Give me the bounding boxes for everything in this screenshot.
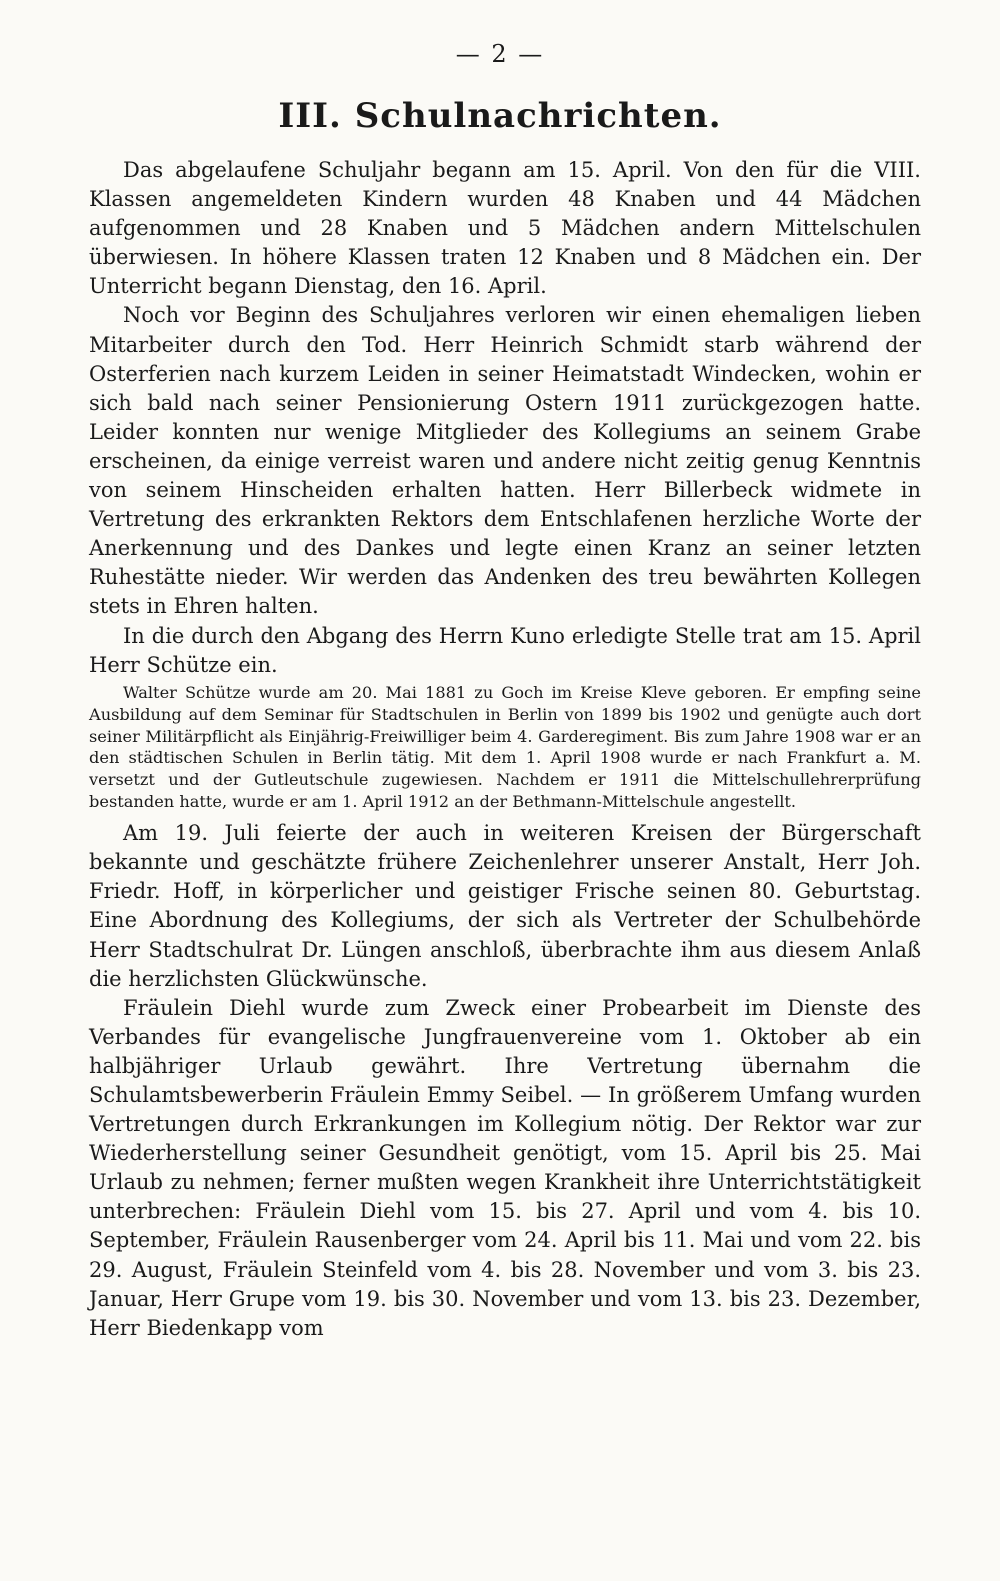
paragraph-new-teacher: In die durch den Abgang des Herrn Kuno erledigte Stelle trat am 15. April Herr Schütze ein. [89,623,921,677]
paragraph-leave-substitutions: Fräulein Diehl wurde zum Zweck einer Probearbeit im Dienste des Verbandes für evangelische Jungfrauenvereine vom 1. Oktober ab ein halbjähriger Urlaub gewährt. Ihre Vertretung übernahm die Schulamtsbewerberin Fräulein Emmy Seibel. — In größerem Umfang wurden Vertretungen durch Erkrankungen im Kollegium nötig. Der Rektor war zur Wiederherstellung seiner Gesundheit genötigt, vom 15. April bis 25. Mai Urlaub zu nehmen; ferner mußten wegen Krankheit ihre Unterrichtstätigkeit unterbrechen: Fräulein Diehl vom 15. bis 27. April und vom 4. bis 10. September, Fräulein Rausenberger vom 24. April bis 11. Mai und vom 22. bis 29. August, Fräulein Steinfeld vom 4. bis 28. November und vom 3. bis 23. Januar, Herr Grupe vom 19. bis 30. November und vom 13. bis 23. Dezember, Herr Biedenkapp vom [89,995,921,1340]
paragraph-school-year: Das abgelaufene Schuljahr begann am 15. April. Von den für die VIII. Klassen angemeldeten Kindern wurden 48 Knaben und 44 Mädchen aufgenommen und 28 Knaben und 5 Mädchen andern Mittelschulen überwiesen. In höhere Klassen traten 12 Knaben und 8 Mädchen ein. Der Unterricht begann Dienstag, den 16. April. [89,158,921,299]
paragraph-birthday: Am 19. Juli feierte der auch in weiteren Kreisen der Bürgerschaft bekannte und geschätzte frühere Zeichenlehrer unserer Anstalt, Herr Joh. Friedr. Hoff, in körperlicher und geistiger Frische seinen 80. Geburtstag. Eine Abordnung des Kollegiums, der sich als Vertreter der Schulbehörde Herr Stadtschulrat Dr. Lüngen anschloß, überbrachte ihm aus diesem Anlaß die herzlichsten Glückwünsche. [89,821,921,991]
paragraph-obituary: Noch vor Beginn des Schuljahres verloren wir einen ehemaligen lieben Mitarbeiter durch den Tod. Herr Heinrich Schmidt starb während der Osterferien nach kurzem Leiden in seiner Heimatstadt Windecken, wohin er sich bald nach seiner Pensionierung Ostern 1911 zurückgezogen hatte. Leider konnten nur wenige Mitglieder des Kollegiums an seinem Grabe erscheinen, da einige verreist waren und andere nicht zeitig genug Kenntnis von seinem Hinscheiden erhalten hatten. Herr Billerbeck widmete in Vertretung des erkrankten Rektors dem Entschlafenen herzliche Worte der Anerkennung und des Dankes und legte einen Kranz an seiner letzten Ruhestätte nieder. Wir werden das Andenken des treu bewährten Kollegen stets in Ehren halten. [89,303,921,619]
section-heading: III. Schulnachrichten. [278,96,722,136]
biography-note: Walter Schütze wurde am 20. Mai 1881 zu Goch im Kreise Kleve geboren. Er empfing seine Ausbildung auf dem Seminar für Stadtschulen in Berlin von 1899 bis 1902 und genügte auch dort seiner Militärpflicht als Einjährig-Freiwilliger beim 4. Garderegiment. Bis zum Jahre 1908 war er an den städtischen Schulen in Berlin tätig. Mit dem 1. April 1908 wurde er nach Frankfurt a. M. versetzt und der Gutleutschule zugewiesen. Nachdem er 1911 die Mittelschullehrerprüfung bestanden hatte, wurde er am 1. April 1912 an der Bethmann-Mittelschule angestellt. [89,682,921,812]
page-number: — 2 — [455,40,545,68]
body-text [89,156,921,1343]
